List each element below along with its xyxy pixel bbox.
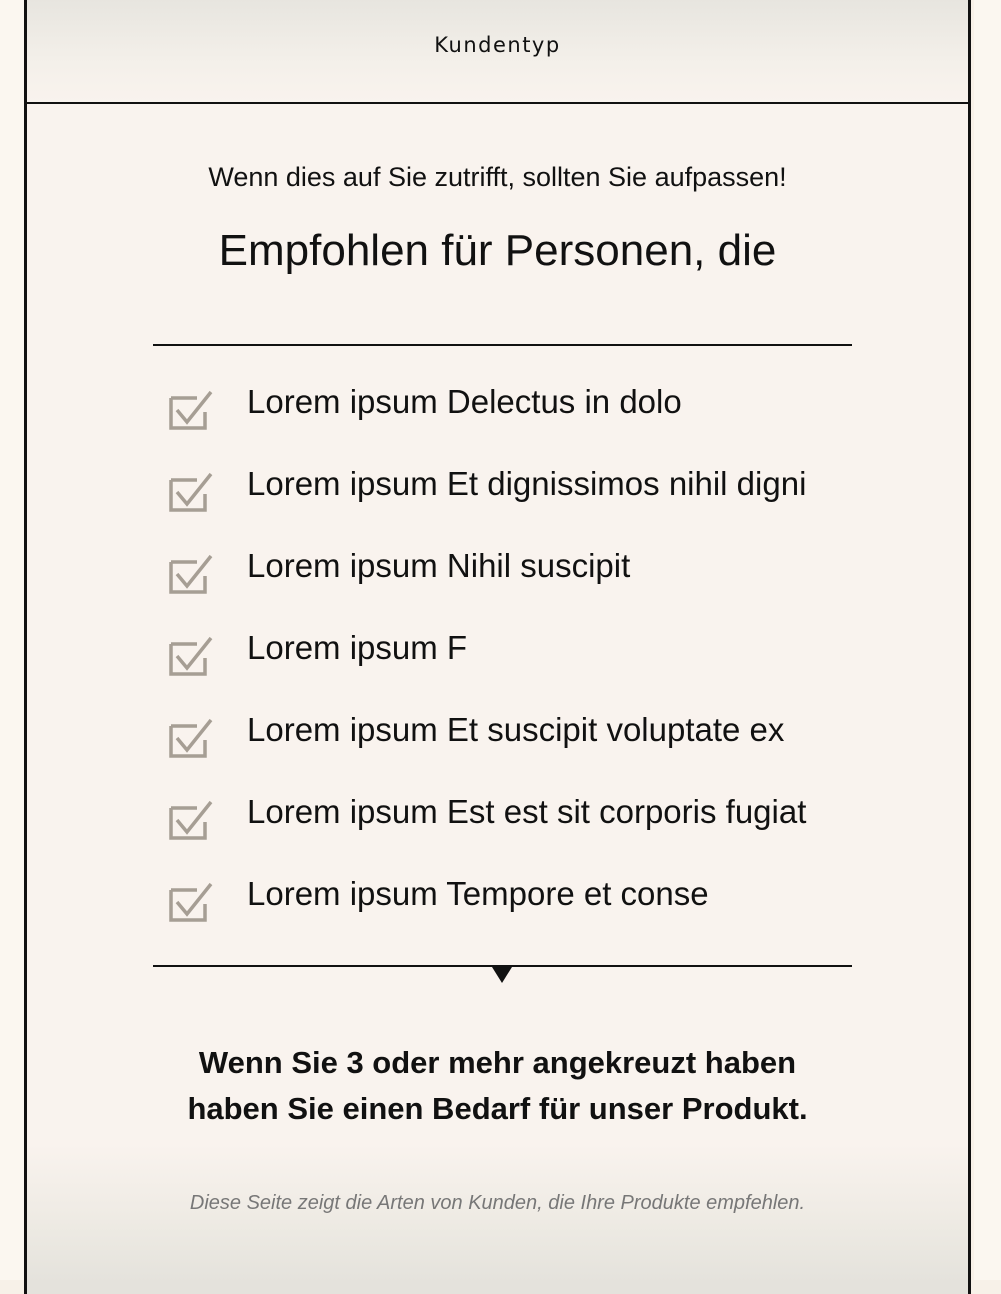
page-title: Empfohlen für Personen, die <box>218 226 777 275</box>
arrow-down-icon <box>492 967 512 983</box>
list-item[interactable] <box>167 546 867 628</box>
subtitle: Wenn dies auf Sie zutrifft, sollten Sie aufpassen! <box>208 162 787 192</box>
page-margin-right <box>974 0 1001 1280</box>
list-item[interactable] <box>167 382 867 464</box>
checkbox-checked-icon[interactable] <box>167 798 215 842</box>
list-item-label: Lorem ipsum Et dignissimos nihil digni <box>247 465 807 502</box>
list-item-label: Lorem ipsum Delectus in dolo <box>247 383 682 420</box>
list-item[interactable] <box>167 628 867 710</box>
list-item[interactable] <box>167 874 867 956</box>
conclusion-text <box>27 1040 968 1132</box>
checkbox-checked-icon[interactable] <box>167 388 215 432</box>
divider-top <box>153 344 852 346</box>
checkbox-checked-icon[interactable] <box>167 634 215 678</box>
list-item-label: Lorem ipsum Nihil suscipit <box>247 547 631 584</box>
checkbox-checked-icon[interactable] <box>167 552 215 596</box>
list-item-label: Lorem ipsum F <box>247 629 468 666</box>
conclusion-line-1: Wenn Sie 3 oder mehr angekreuzt haben <box>198 1045 797 1080</box>
checkbox-checked-icon[interactable] <box>167 716 215 760</box>
page-frame <box>24 0 971 1294</box>
list-item-label: Lorem ipsum Et suscipit voluptate ex <box>247 711 785 748</box>
conclusion-line-2: haben Sie einen Bedarf für unser Produkt. <box>187 1091 808 1126</box>
list-item-label: Lorem ipsum Est est sit corporis fugiat <box>247 793 807 830</box>
list-item[interactable] <box>167 792 867 874</box>
checkbox-checked-icon[interactable] <box>167 470 215 514</box>
list-item-label: Lorem ipsum Tempore et conse <box>247 875 709 912</box>
list-item[interactable] <box>167 464 867 546</box>
footnote: Diese Seite zeigt die Arten von Kunden, die Ihre Produkte empfehlen. <box>189 1192 806 1214</box>
list-item[interactable] <box>167 710 867 792</box>
page-margin-left <box>0 0 24 1280</box>
checkbox-checked-icon[interactable] <box>167 880 215 924</box>
header-title: Kundentyp <box>434 33 561 57</box>
header-bar <box>27 0 968 104</box>
checklist <box>167 382 867 956</box>
